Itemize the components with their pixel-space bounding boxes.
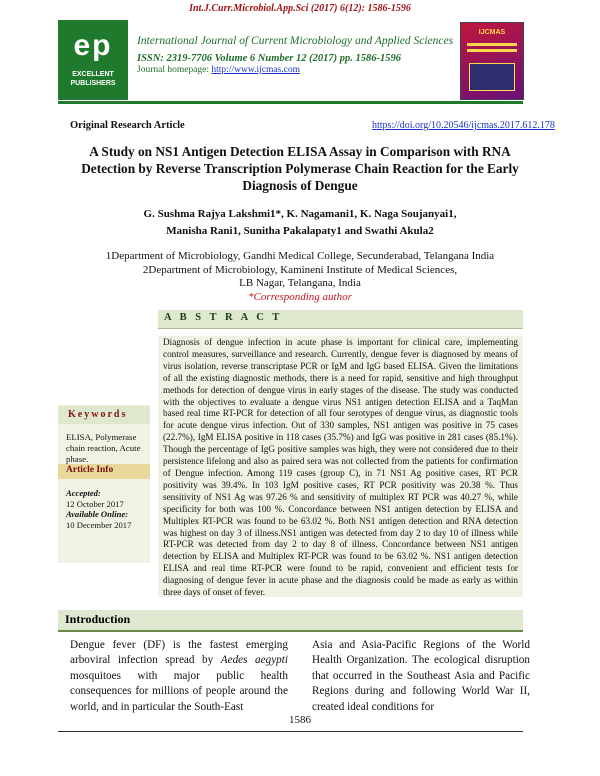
journal-header	[137, 34, 457, 75]
logo-letters: ep	[73, 29, 113, 62]
homepage-label: Journal homepage:	[137, 65, 212, 75]
article-sidebar	[58, 405, 150, 563]
keywords-header	[58, 406, 150, 424]
footer-divider	[58, 731, 523, 732]
article-dates	[66, 488, 148, 530]
cover-stripe	[467, 43, 517, 46]
keywords-heading: Keywords	[68, 409, 128, 420]
affiliations	[70, 250, 530, 304]
accepted-label: Accepted:	[66, 488, 101, 498]
introduction-heading: Introduction	[65, 612, 131, 626]
journal-homepage	[137, 65, 457, 75]
cover-title: IJCMAS	[478, 29, 506, 36]
intro-text-part: mosquitoes with major public health consequences for millions of people around the world, and in particular the South-East	[70, 669, 288, 713]
journal-cover-image	[460, 22, 524, 100]
article-title: A Study on NS1 Antigen Detection ELISA Assay in Comparison with RNA Detection by Reverse Transcription Polymerase Chain Reaction for the Early Diagnosis of Dengue	[81, 144, 519, 193]
journal-name: International Journal of Current Microbiology and Applied Sciences	[137, 35, 454, 47]
logo-caption-line-1: EXCELLENT	[72, 71, 114, 78]
article-info-heading: Article Info	[66, 465, 114, 475]
corresponding-author-note: *Corresponding author	[248, 290, 352, 303]
logo-caption-line-2: PUBLISHERS	[70, 80, 116, 87]
abstract-heading: A B S T R A C T	[164, 312, 283, 323]
homepage-link[interactable]: http://www.ijcmas.com	[211, 65, 300, 75]
header-divider	[58, 101, 523, 104]
cover-stripe	[467, 49, 517, 52]
page-number: 1586	[289, 714, 311, 726]
intro-text-part: Dengue fever (DF) is the fastest emerging arboviral infection spread by	[70, 639, 288, 667]
accepted-date: 12 October 2017	[66, 498, 124, 509]
publisher-logo	[58, 20, 128, 100]
affiliation-2-location: LB Nagar, Telangana, India	[239, 277, 361, 289]
authors-line-2: Manisha Rani1, Sunitha Pakalapaty1 and Swathi Akula2	[166, 225, 434, 237]
introduction-header	[58, 610, 523, 632]
intro-column-1	[70, 638, 288, 715]
available-online-label: Available Online:	[66, 509, 129, 519]
keywords-list: ELISA, Polymerase chain reaction, Acute phase.	[66, 432, 141, 464]
logo-caption	[58, 70, 128, 88]
intro-column-2: Asia and Asia-Pacific Regions of the World Health Organization. The ecological disruption that occurred in the Southeast Asia and Pacific Regions during and following World War II, created ideal conditions for	[312, 639, 530, 713]
available-online-date: 10 December 2017	[66, 519, 132, 530]
issn-line: ISSN: 2319-7706 Volume 6 Number 12 (2017) pp. 1586-1596	[137, 53, 401, 64]
author-list	[70, 206, 530, 240]
species-name: Aedes aegypti	[220, 654, 288, 667]
article-info-header	[58, 464, 150, 479]
affiliation-2: 2Department of Microbiology, Kamineni Institute of Medical Sciences,	[142, 263, 458, 276]
authors-line-1: G. Sushma Rajya Lakshmi1*, K. Nagamani1, K. Naga Soujanyai1,	[143, 208, 457, 220]
abstract-header	[158, 310, 523, 329]
journal-reference: Int.J.Curr.Microbiol.App.Sci (2017) 6(12): 1586-1596	[189, 3, 411, 14]
doi-link[interactable]: https://doi.org/10.20546/ijcmas.2017.612.178	[372, 120, 555, 131]
abstract-text: Diagnosis of dengue infection in acute phase is important for clinical care, implementing control measures, surveillance and research. Currently, dengue fever is diagnosed by means of virus isolation, reverse transcriptase PCR or IgM and IgG based ELISA. Given the limitations of all the existing diagnostic methods, there is a need for rapid, sensitive and high throughput methods for detection of dengue virus in early stages of the disease. The study was conducted with the objectives to evaluate a dengue virus NS1 antigen detection ELISA and a TaqMan based real time RT-PCR for detection of all four serotypes of dengue virus, as diagnostic tools for acute dengue virus infection. Out of 330 samples, NS1 antigen was positive in 75 cases (22.7%), IgM ELISA positive in 118 cases (35.7%) and IgG was positive in 281 cases (85.1%). Though the percentage of IgG positive samples was high, they were not considered due to their persistence lifelong and also as paired sera was not collected from the patients for confirmation of Dengue infection. Among 119 cases (group C), in 71 NS1 Ag positive cases, RT PCR positivity was 39.4%. In 103 IgM positive cases, RT PCR positivity was 20.38 %. Thus sensitivity of NS1 Ag was 97.26 % and sensitivity of multiplex RT PCR was 40.27 %, while specificity for both was 100 %. Concordance between NS1 antigen detection by ELISA and Multiplex RT-PCR was found to be 63.02 %. Both NS1 antigen detection and RNA detection was highest on day 3 of illness.NS1 antigen was detected from day 2 to day 10 of illness while RT-PCR was detected from day 2 to day 8 of illness. Concordance between NS1 antigen detection by ELISA and Multiplex RT-PCR was found to be 63.02 %. NS1 antigen detection ELISA and real time RT-PCR were found to be rapid, convenient and efficient tests for diagnosing of dengue fever in acute phase and the diagnosis could be made as early as within three days of onset of fever.	[158, 336, 523, 597]
article-type: Original Research Article	[70, 120, 185, 131]
affiliation-1: 1Department of Microbiology, Gandhi Medical College, Secunderabad, Telangana India	[105, 250, 495, 262]
cover-panel	[469, 63, 515, 91]
